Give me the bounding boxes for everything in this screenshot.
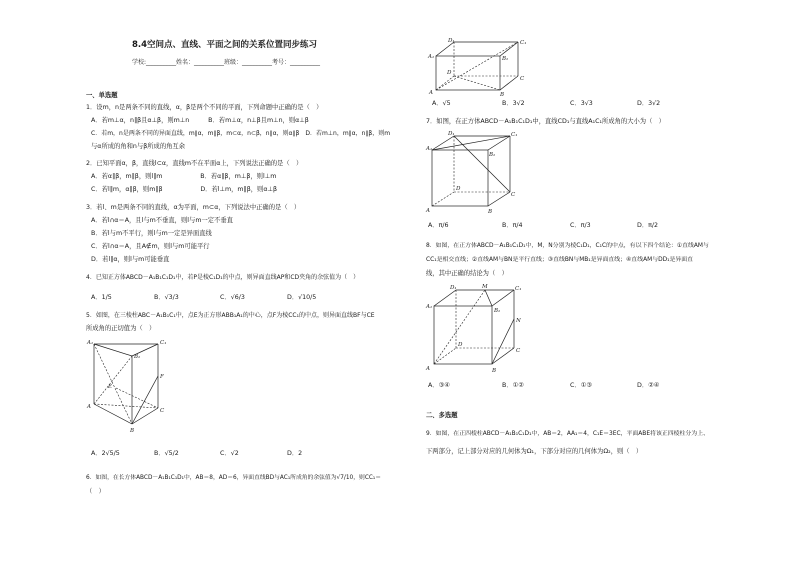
student-info-line: 学校:__________姓名：__________班级：__________考号：__________ [132,59,321,66]
label-b1: B₁ [134,354,141,360]
question-5-option-b: B．√5/2 [154,450,179,457]
label-b1: B₁ [502,56,509,62]
question-8-option-b: B．①② [502,382,524,389]
label-d1: D₁ [450,285,457,291]
cube-figure-q8 [426,282,526,374]
question-1-options-cd: C．若m，n是两条不同的异面直线，m∥α，m∥β，m⊂α，n⊂β，n∥α，则α∥β D．若m⊥n，m∥α，n∥β，则m [91,130,391,137]
label-c: C [511,192,516,198]
question-3-option-b: B．若l与m不平行，则l与m一定是异面直线 [91,230,212,237]
question-4: 4．已知正方体ABCD－A₁B₁C₁D₁中，若P是棱C₁D₁的中点，则异面直线AP和CD夹角的余弦值为（ ） [86,274,360,281]
label-b1: B₁ [489,152,496,158]
question-3-option-c: C．若l∩α＝A，且A∉m，则l与m可能平行 [91,243,210,250]
label-b: B [130,428,135,434]
question-2-options-cd: C．若l∥m，α∥β，则m∥β D．若l⊥m，m∥β，则α⊥β [91,186,277,193]
question-7-option-c: C．π/3 [570,222,591,229]
page-title: 8.4空间点、直线、平面之间的关系位置同步练习 [132,40,318,50]
label-n: N [516,318,521,324]
label-d: D [458,342,463,348]
question-1-options-ab: A．若m⊥α，n∥β且α⊥β，则m⊥n B．若m⊥α，n⊥β且m⊥n，则α⊥β [91,117,309,124]
label-c: C [160,408,165,414]
question-8: 8．如图，在正方体ABCD－A₁B₁C₁D₁中，M，N分别为棱C₁D₁，C₁C的中点，有以下四个结论：①直线AM与 [426,243,709,249]
question-5-cont: 所成角的正切值为（ ） [86,325,156,332]
label-b1: B₁ [494,308,501,314]
question-3-option-d: D．若l∥α，则l与m可能垂直 [91,256,170,263]
label-c1: C₁ [511,132,518,138]
question-7-option-b: B．π/4 [502,222,523,229]
question-9: 9．如图，在正四棱柱ABCD－A₁B₁C₁D₁中，AB＝2，AA₁＝4，C₁E＝3EC，平面ABE将该正四棱柱分为上、 [426,431,709,437]
question-2: 2．已知平面α，β，直线l⊂α，直线m不在平面α上，下列说法正确的是（ ） [86,160,303,167]
question-8-option-a: A．③④ [428,382,450,389]
label-a1: A₁ [428,54,435,60]
question-8-option-d: D．②④ [637,382,660,389]
label-c1: C₁ [160,340,167,346]
question-9-cont: 下两部分，记上部分对应的几何体为Ω₁，下部分对应的几何体为Ω₂，则（ ） [426,448,643,455]
label-d1: D₁ [448,38,455,44]
label-b: B [500,92,505,98]
label-f: F [160,374,164,380]
label-c1: C₁ [520,40,527,46]
question-7: 7．如图，在正方体ABCD－A₁B₁C₁D₁中，直线CD₁与直线A₁C₁所成角的大小为（ ） [426,118,665,125]
label-b: B [492,368,497,374]
label-d: D [447,70,452,76]
question-4-option-c: C．√6/3 [220,294,245,301]
question-1-options-cont: 与α所成的角和n与β所成的角互余 [91,143,186,150]
question-6-option-c: C．3√3 [570,100,593,107]
section-single-choice: 一、单选题 [86,92,118,99]
question-8-cont2: 线，其中正确的结论为（ ） [426,270,508,277]
question-2-options-ab: A．若α∥β，m∥β，则l∥m B．若α∥β，m⊥β，则l⊥m [91,173,277,180]
label-m: M [482,284,488,290]
prism-figure [86,336,176,436]
label-a: A [87,404,91,410]
label-a: A [426,208,430,214]
question-5-option-c: C．√2 [220,450,239,457]
question-8-option-c: C．①③ [570,382,592,389]
question-6: 6．如图，在长方体ABCD－A₁B₁C₁D₁中，AB＝8，AD＝6，异面直线BD与AC₁所成角的余弦值为√7/10，则CC₁＝ [86,475,382,481]
box-figure [428,38,528,96]
label-d: D [456,186,461,192]
label-c1: C₁ [515,286,522,292]
question-6-option-a: A．√5 [432,100,451,107]
question-3-option-a: A．若l∩α＝A，且l与m不垂直，则l与m一定不垂直 [91,217,233,224]
question-6-option-d: D．3√2 [637,100,661,107]
label-a1: A₁ [426,146,433,152]
label-c: C [516,348,521,354]
label-a1: A₁ [87,340,94,346]
question-1: 1．设m，n是两条不同的直线，α，β是两个不同的平面，下列命题中正确的是（ ） [86,104,323,111]
label-d1: D₁ [448,131,455,137]
label-e: E [108,384,113,390]
question-3: 3．若l、m是两条不同的直线，α为平面，m⊂α，下列说法中正确的是（ ） [86,204,301,211]
question-5-option-d: D．2 [287,450,303,457]
question-5-option-a: A．2√5/5 [91,450,120,457]
question-6-cont: （ ） [86,488,105,495]
question-5: 5．如图，在三棱柱ABC－A₁B₁C₁中，点E为正方形ABB₁A₁的中心，点F为棱CC₁的中点，则异面直线BF与CE [86,312,375,319]
question-4-option-a: A．1/5 [91,294,112,301]
question-4-option-b: B．√3/3 [154,294,179,301]
section-multi-choice: 二、多选题 [426,412,458,419]
label-c: C [520,76,525,82]
label-b: B [488,209,493,215]
cube-figure-q7 [426,130,516,214]
question-6-option-b: B．3√2 [502,100,525,107]
label-a: A [426,366,430,372]
label-a: A [429,90,433,96]
question-7-option-d: D．π/2 [637,222,659,229]
question-7-option-a: A．π/6 [428,222,449,229]
question-8-cont: CC₁是相交直线；②直线AM与BN是平行直线；③直线BN与MB₁是异面直线；④直线AM与DD₁是异面直 [426,257,694,263]
question-4-option-d: D．√10/5 [287,294,317,301]
label-a1: A₁ [426,304,433,310]
